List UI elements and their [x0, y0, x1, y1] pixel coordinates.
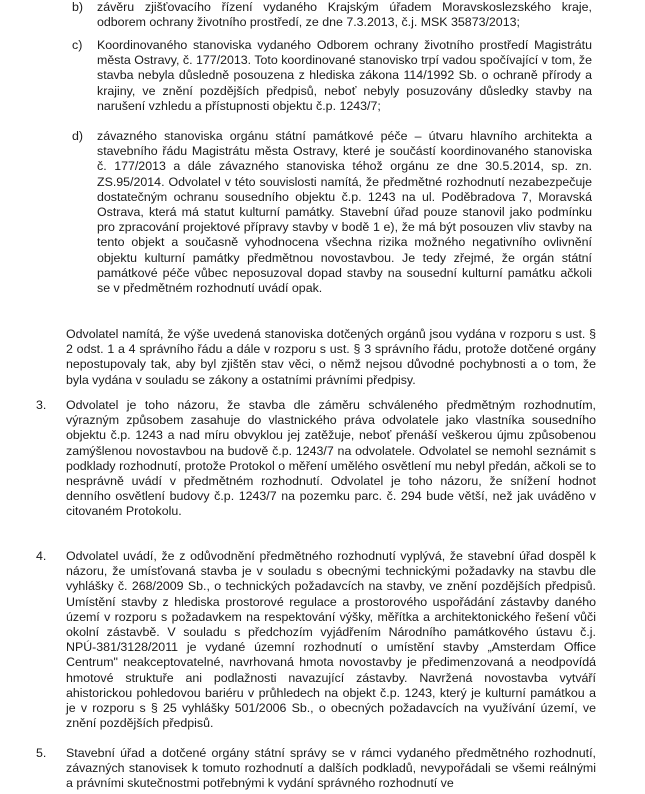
list-item-5: Stavební úřad a dotčené orgány státní správy se v rámci vydaného předmětného rozhodnutí, závazných stanovisek k tomuto rozhodnutí a dalších podkladů, nevypořádali se všemi reálnými a právními skutečnostmi potřebnými k vydání správného rozhodnutí ve — [66, 746, 596, 791]
list-marker-5: 5. — [36, 746, 47, 760]
objection-paragraph: Odvolatel namítá, že výše uvedená stanoviska dotčených orgánů jsou vydána v rozporu s ust. § 2 odst. 1 a 4 správního řádu a dále v rozporu s ust. § 3 správního řádu, protože dotčené orgány nepostupovaly tak, aby byl zjištěn stav věci, o němž nejsou důvodné pochybnosti a o tom, že byla vydána v souladu se zákony a ostatními právními předpisy. — [66, 327, 596, 387]
list-item-4: Odvolatel uvádí, že z odůvodnění předmětného rozhodnutí vyplývá, že stavební úřad dospěl k názoru, že umísťovaná stavba je v souladu s obecnými technickými požadavky na stavbu dle vyhlášky č. 268/2009 Sb., o technických požadavcích na stavby, ve znění pozdějších předpisů. Umístění stavby z hlediska prostorové regulace a prostorového uspořádání zástavby daného území v rozporu s požadavkem na respektování výšky, měřítka a architektonického řešení vůči okolní zástavbě. V souladu s předchozím vyjádřením Národního památkového ústavu č.j. NPÚ-381/3128/2011 je vydané územní rozhodnutí o umístění stavby „Amsterdam Office Centrum" neakceptovatelné, navrhovaná hmota novostavby je předimenzovaná a neodpovídá hmotové struktuře ani podlažnosti navazující zástavby. Navržená novostavba vytváří ahistorickou pohledovou bariéru v průhledech na objekt č.p. 1243, který je kulturní památkou a je v rozporu s § 25 vyhlášky 501/2006 Sb., o obecných požadavcích na využívání území, ve znění pozdějších předpisů. — [66, 549, 596, 731]
list-marker-d: d) — [72, 129, 84, 143]
list-marker-3: 3. — [36, 398, 47, 412]
list-item-d: závazného stanoviska orgánu státní památkové péče – útvaru hlavního architekta a stavebního řádu Magistrátu města Ostravy, které je součástí koordinovaného stanoviska č. 177/2013 a dále závazného stanoviska téhož orgánu ze dne 30.5.2014, sp. zn. ZS.95/2014. Odvolatel v této souvislosti namítá, že předmětné rozhodnutí nezabezpečuje dostatečným ochranu sousedního objektu č.p. 1243 na ul. Poděbradova 7, Moravská Ostrava, která má statut kulturní památky. Stavební úřad pouze stanovil jako podmínku pro zpracování projektové přípravy stavby v bodě 1 e), že má být posouzen vliv stavby na tento objekt a současně vyhodnocena všechna rizika možného negativního ovlivnění objektu kulturní památky předmětnou novostavbou. Je tedy zřejmé, že orgán státní památkové péče vůbec neposuzoval dopad stavby na sousední kulturní památku ačkoli se v předmětném rozhodnutí uvádí opak. — [97, 129, 592, 296]
list-marker-b: b) — [72, 0, 84, 14]
list-item-3: Odvolatel je toho názoru, že stavba dle záměru schváleného předmětným rozhodnutím, výrazným způsobem zasahuje do vlastnického práva odvolatele jako vlastníka sousedního objektu č.p. 1243 a nad míru obvyklou jej zatěžuje, neboť přenáší veškerou újmu způsobenou zamýšlenou novostavbou na budově č.p. 1243/7 na odvolatele. Odvolatel se nemohl seznámit s podklady rozhodnutí, protože Protokol o měření umělého osvětlení mu nebyl předán, ačkoli se to nesprávně uvádí v předmětném rozhodnutí. Odvolatel je toho názoru, že snížení hodnot denního osvětlení budovy č.p. 1243/7 na pozemku parc. č. 294 bude větší, než jak uváděno v citovaném Protokolu. — [66, 398, 596, 519]
list-item-b: závěru zjišťovacího řízení vydaného Krajským úřadem Moravskoslezského kraje, odborem ochrany životního prostředí, ze dne 7.3.2013, č.j. MSK 35873/2013; — [97, 0, 592, 30]
list-item-c: Koordinovaného stanoviska vydaného Odborem ochrany životního prostředí Magistrátu města Ostravy, č. 177/2013. Toto koordinované stanovisko trpí vadou spočívající v tom, že stavba nebyla důsledně posouzena z hlediska zákona 114/1992 Sb. o ochraně přírody a krajiny, ve znění pozdějších předpisů, neboť nebyly posuzovány důsledky stavby na narušení vzhledu a přístupnosti objektu č.p. 1243/7; — [97, 38, 592, 113]
list-marker-4: 4. — [36, 549, 47, 563]
list-marker-c: c) — [72, 38, 83, 52]
